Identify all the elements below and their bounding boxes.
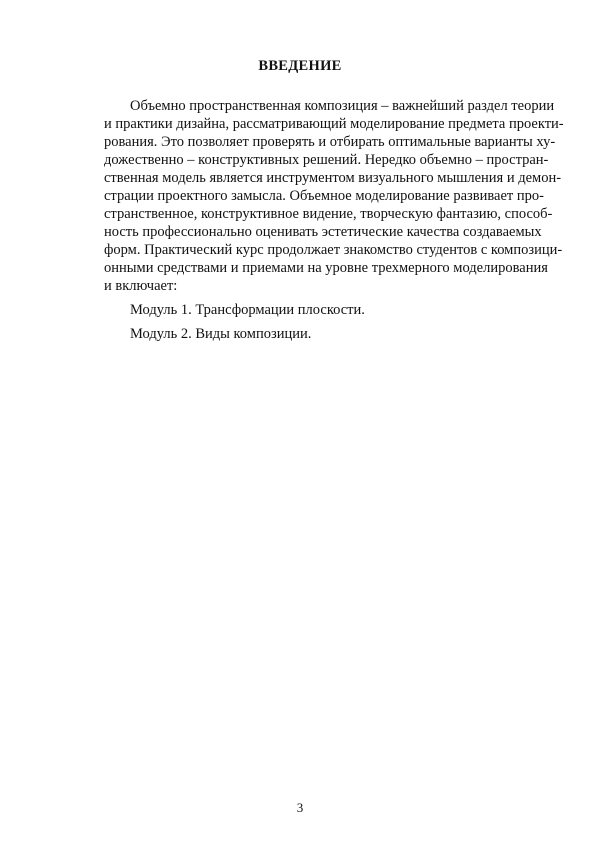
module-item: Модуль 2. Виды композиции. (130, 326, 312, 342)
paragraph-line: Объемно пространственная композиция – важнейший раздел теории (130, 98, 555, 114)
paragraph-line: рования. Это позволяет проверять и отбирать оптимальные варианты ху- (104, 134, 556, 150)
paragraph-line: форм. Практический курс продолжает знакомство студентов с композици- (104, 242, 563, 258)
paragraph-line: дожественно – конструктивных решений. Нередко объемно – простран- (104, 152, 549, 168)
paragraph-line: ственная модель является инструментом визуального мышления и демон- (104, 170, 562, 186)
module-item: Модуль 1. Трансформации плоскости. (130, 302, 365, 318)
paragraph-line: страции проектного замысла. Объемное моделирование развивает про- (104, 188, 544, 204)
paragraph-line: и практики дизайна, рассматривающий моделирование предмета проекти- (104, 116, 564, 132)
paragraph-line: онными средствами и приемами на уровне трехмерного моделирования (104, 260, 548, 276)
paragraph-line: странственное, конструктивное видение, творческую фантазию, способ- (104, 206, 553, 222)
paragraph-line: и включает: (104, 278, 178, 294)
page-number: 3 (296, 800, 304, 815)
paragraph-line: ность профессионально оценивать эстетические качества создаваемых (104, 224, 542, 240)
page-title: ВВЕДЕНИЕ (258, 58, 342, 74)
